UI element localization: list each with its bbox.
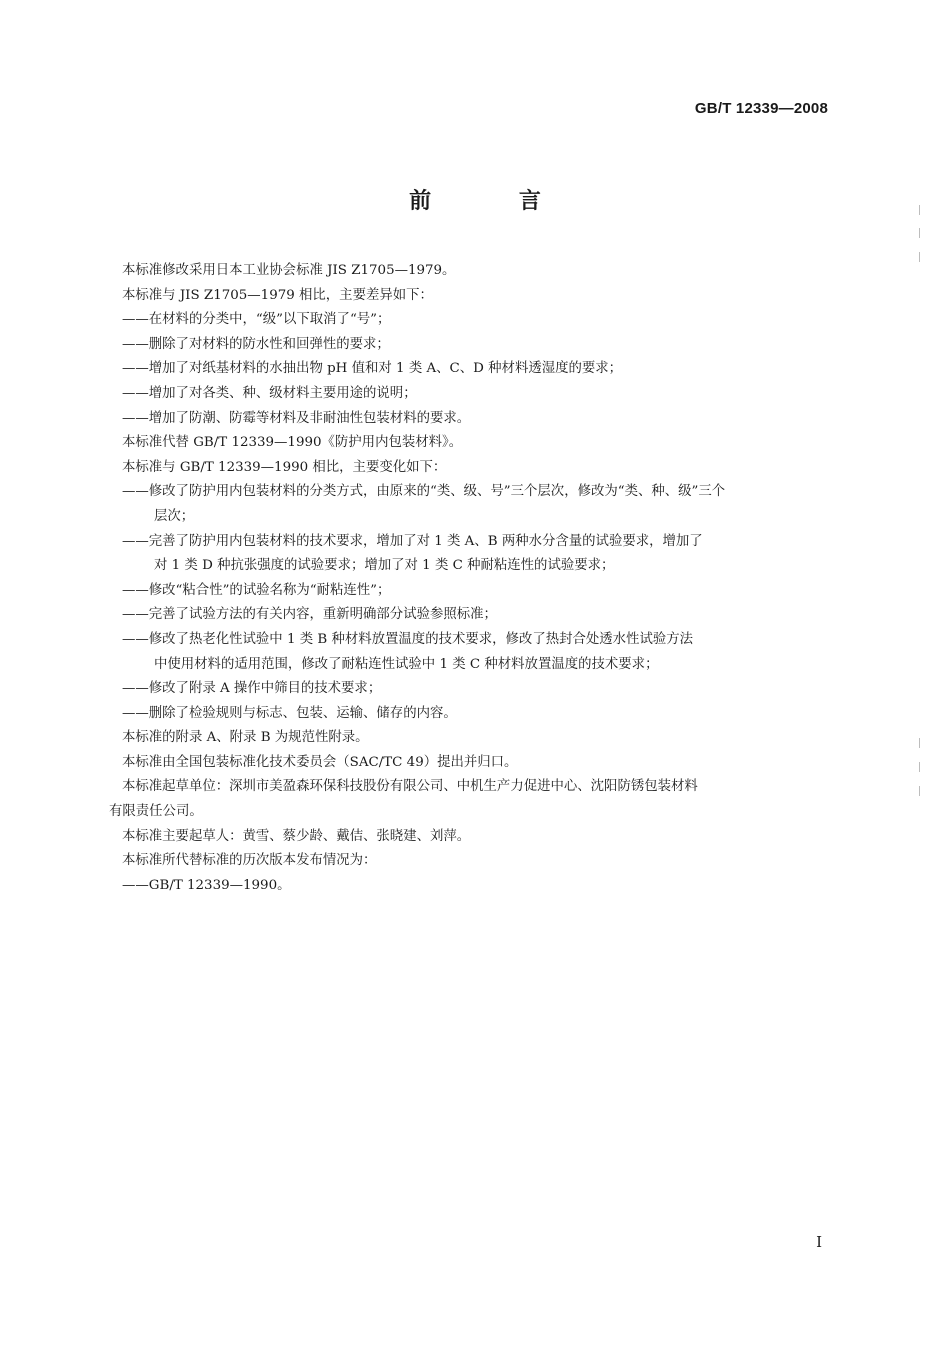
text-line: 中使用材料的适用范围，修改了耐粘连性试验中 1 类 C 种材料放置温度的技术要求； — [154, 656, 659, 672]
page-title: 前 言 — [409, 189, 581, 214]
text-line: ——增加了对纸基材料的水抽出物 pH 值和对 1 类 A、C、D 种材料透湿度的要求； — [122, 361, 623, 377]
text-line: 层次； — [154, 508, 195, 524]
text-line: 本标准与 JIS Z1705—1979 相比，主要差异如下： — [122, 287, 433, 303]
text-line: 有限责任公司。 — [109, 804, 203, 820]
scan-margin-mark — [919, 228, 920, 238]
page-number: I — [816, 1233, 822, 1251]
document-code: GB/T 12339—2008 — [694, 100, 828, 117]
text-line: ——删除了检验规则与标志、包装、运输、储存的内容。 — [122, 705, 457, 721]
text-line: 本标准所代替标准的历次版本发布情况为： — [122, 853, 377, 869]
scan-margin-mark — [919, 205, 920, 215]
text-line: ——完善了试验方法的有关内容，重新明确部分试验参照标准； — [122, 607, 497, 623]
text-line: 本标准修改采用日本工业协会标准 JIS Z1705—1979。 — [122, 263, 456, 278]
text-line: ——修改了附录 A 操作中筛目的技术要求； — [122, 681, 382, 697]
text-line: ——删除了对材料的防水性和回弹性的要求； — [122, 336, 390, 352]
text-line: ——完善了防护用内包装材料的技术要求，增加了对 1 类 A、B 两种水分含量的试验要求，增加了 — [122, 533, 703, 549]
text-line: 本标准的附录 A、附录 B 为规范性附录。 — [122, 730, 369, 746]
text-line: 本标准主要起草人：黄雪、蔡少龄、戴佶、张晓建、刘萍。 — [122, 828, 471, 844]
text-line: ——修改了热老化性试验中 1 类 B 种材料放置温度的技术要求，修改了热封合处透水性试验方法 — [122, 631, 694, 647]
text-line: 本标准代替 GB/T 12339—1990《防护用内包装材料》。 — [122, 435, 463, 451]
text-line: 对 1 类 D 种抗张强度的试验要求；增加了对 1 类 C 种耐粘连性的试验要求； — [154, 558, 615, 574]
text-line: ——GB/T 12339—1990。 — [122, 877, 291, 893]
text-line: ——修改“粘合性”的试验名称为“耐粘连性”； — [122, 582, 391, 598]
scan-margin-mark — [919, 762, 920, 772]
text-line: 本标准与 GB/T 12339—1990 相比，主要变化如下： — [122, 459, 447, 475]
text-line: ——增加了对各类、种、级材料主要用途的说明； — [122, 385, 417, 401]
text-line: 本标准由全国包装标准化技术委员会（SAC/TC 49）提出并归口。 — [122, 754, 518, 770]
scan-margin-mark — [919, 252, 920, 262]
scan-margin-mark — [919, 786, 920, 796]
text-line: ——增加了防潮、防霉等材料及非耐油性包装材料的要求。 — [122, 410, 471, 426]
text-line: ——修改了防护用内包装材料的分类方式，由原来的“类、级、号”三个层次，修改为“类、种、级”三个 — [122, 484, 726, 500]
scan-margin-mark — [919, 738, 920, 748]
text-line: 本标准起草单位：深圳市美盈森环保科技股份有限公司、中机生产力促进中心、沈阳防锈包装材料 — [122, 779, 698, 795]
text-line: ——在材料的分类中，“级”以下取消了“号”； — [122, 312, 391, 328]
foreword-body — [109, 259, 830, 898]
